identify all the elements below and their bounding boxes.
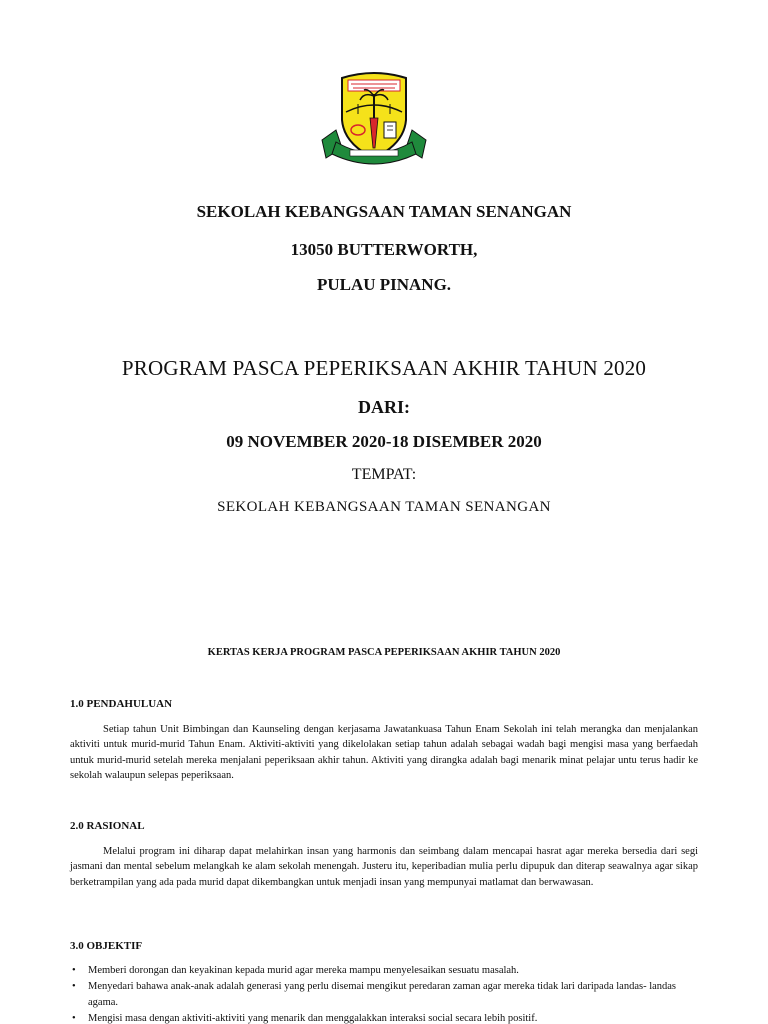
venue: SEKOLAH KEBANGSAAN TAMAN SENANGAN xyxy=(217,499,551,515)
section-body-pendahuluan: Setiap tahun Unit Bimbingan dan Kaunseling dengan kerjasama Jawatankuasa Tahun Enam Sekolah ini telah merangka dan menjalankan aktiviti untuk murid-murid Tahun Enam. Aktiviti-aktiviti yang dikelolakan setiap tahun adalah sebagai wadah bagi mengisi masa yang berfaedah untuk murid-murid setelah mereka menjalani peperiksaan akhir tahun. Aktiviti yang dirangka adalah bagi menarik minat pelajar untu terus hadir ke sekolah walaupun selepas peperiksaan. xyxy=(70,724,698,781)
school-crest-icon xyxy=(318,70,430,166)
list-item: • Menyedari bahawa anak-anak adalah generasi yang perlu disemai mengikut peredaran zaman agar mereka tidak lari daripada landas- landas agama. xyxy=(72,981,677,1008)
paper-heading: KERTAS KERJA PROGRAM PASCA PEPERIKSAAN AKHIR TAHUN 2020 xyxy=(207,647,561,658)
objective-list xyxy=(70,963,698,1024)
section-body-rasional: Melalui program ini diharap dapat melahirkan insan yang harmonis dan seimbang dalam mencapai hasrat agar mereka bersedia dari segi jasmani dan mental sebelum melangkah ke alam sekolah menengah. Justeru itu, keperibadian mulia perlu dipupuk dan diterap seawalnya agar sikap berketrampilan yang ada pada murid dapat dikembangkan untuk menjadi insan yang mempunyai matlamat dan berwawasan. xyxy=(70,846,698,888)
school-state: PULAU PINANG. xyxy=(316,275,452,294)
list-item: • Mengisi masa dengan aktiviti-aktiviti yang menarik dan menggalakkan interaksi social secara lebih positif. xyxy=(70,1011,698,1024)
section-heading-pendahuluan: 1.0 PENDAHULUAN xyxy=(70,698,173,710)
section-heading-objektif: 3.0 OBJEKTIF xyxy=(70,940,143,952)
date-range: 09 NOVEMBER 2020-18 DISEMBER 2020 xyxy=(226,432,542,451)
school-name: SEKOLAH KEBANGSAAN TAMAN SENANGAN xyxy=(196,202,572,221)
dari-label: DARI: xyxy=(358,397,410,417)
program-title: PROGRAM PASCA PEPERIKSAAN AKHIR TAHUN 2020 xyxy=(121,356,647,380)
list-item: • Memberi dorongan dan keyakinan kepada murid agar mereka mampu menyelesaikan sesuatu masalah. xyxy=(70,963,698,979)
school-city: 13050 BUTTERWORTH, xyxy=(290,240,478,259)
section-heading-rasional: 2.0 RASIONAL xyxy=(70,820,145,832)
bullet-icon: • xyxy=(72,981,76,992)
bullet-icon: • xyxy=(72,965,76,976)
bullet-icon: • xyxy=(72,1013,76,1024)
tempat-label: TEMPAT: xyxy=(351,466,417,483)
